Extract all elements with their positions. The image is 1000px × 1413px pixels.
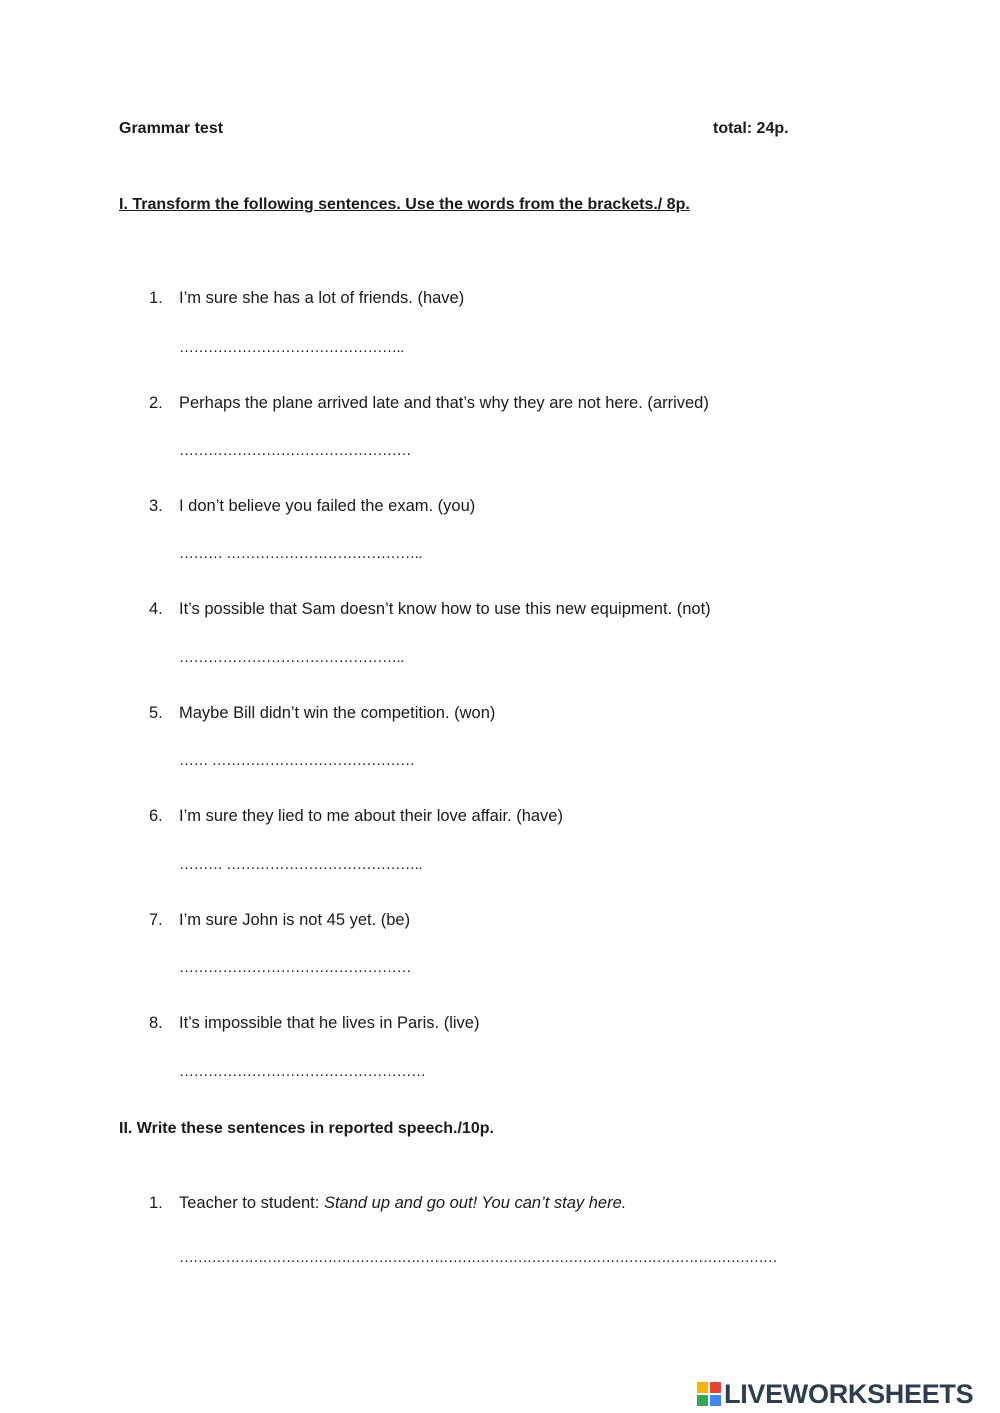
question-number: 8. xyxy=(149,1014,163,1032)
question-text: I’m sure they lied to me about their love affair. (have) xyxy=(179,807,563,825)
question-item xyxy=(149,911,410,930)
question-text: Perhaps the plane arrived late and that’s why they are not here. (arrived) xyxy=(179,394,709,412)
question-item xyxy=(149,1014,479,1033)
question-number: 5. xyxy=(149,704,163,722)
liveworksheets-logo-icon xyxy=(697,1382,721,1406)
liveworksheets-logo xyxy=(697,1377,973,1411)
answer-blank[interactable]: …………………………………………… xyxy=(179,1063,426,1080)
question-text: I’m sure she has a lot of friends. (have) xyxy=(179,289,465,307)
answer-blank[interactable]: ………………………………………… xyxy=(179,442,411,459)
question-number: 4. xyxy=(149,600,163,618)
question-item xyxy=(149,600,711,619)
question-item xyxy=(149,807,563,826)
question-item xyxy=(149,1194,626,1213)
answer-blank[interactable]: …… …………………………………… xyxy=(179,752,415,769)
section-2-heading: II. Write these sentences in reported speech./10p. xyxy=(119,1120,494,1137)
question-number: 6. xyxy=(149,807,163,825)
page-title: Grammar test xyxy=(119,120,224,137)
logo-text: LIVEWORKSHEETS xyxy=(724,1378,974,1409)
question-text: Maybe Bill didn’t win the competition. (won) xyxy=(179,704,496,722)
total-points: total: 24p. xyxy=(713,120,789,137)
answer-blank[interactable]: ………………………………………………………………………………………………………………… xyxy=(179,1249,777,1266)
question-item xyxy=(149,704,495,723)
question-number: 3. xyxy=(149,497,163,515)
question-number: 1. xyxy=(149,289,163,307)
question-number: 2. xyxy=(149,394,163,412)
question-number: 7. xyxy=(149,911,163,929)
question-text: It’s possible that Sam doesn’t know how to use this new equipment. (not) xyxy=(179,600,711,618)
answer-blank[interactable]: ………………………………………… xyxy=(179,959,411,976)
question-item xyxy=(149,289,464,308)
question-prefix: Teacher to student: xyxy=(179,1194,324,1212)
question-number: 1. xyxy=(149,1194,163,1212)
question-item xyxy=(149,497,475,516)
question-quote: Stand up and go out! You can’t stay here. xyxy=(323,1194,627,1212)
section-1-heading: I. Transform the following sentences. Use the words from the brackets./ 8p. xyxy=(119,196,690,213)
question-item xyxy=(149,394,709,413)
question-text: I don’t believe you failed the exam. (you) xyxy=(179,497,476,515)
question-text: I’m sure John is not 45 yet. (be) xyxy=(179,911,411,929)
answer-blank[interactable]: ……………………………………….. xyxy=(179,649,404,666)
answer-blank[interactable]: ……… ………………………………….. xyxy=(179,856,423,873)
question-text: It’s impossible that he lives in Paris. (live) xyxy=(179,1014,480,1032)
answer-blank[interactable]: ……………………………………….. xyxy=(179,339,404,356)
answer-blank[interactable]: ……… ………………………………….. xyxy=(179,545,423,562)
